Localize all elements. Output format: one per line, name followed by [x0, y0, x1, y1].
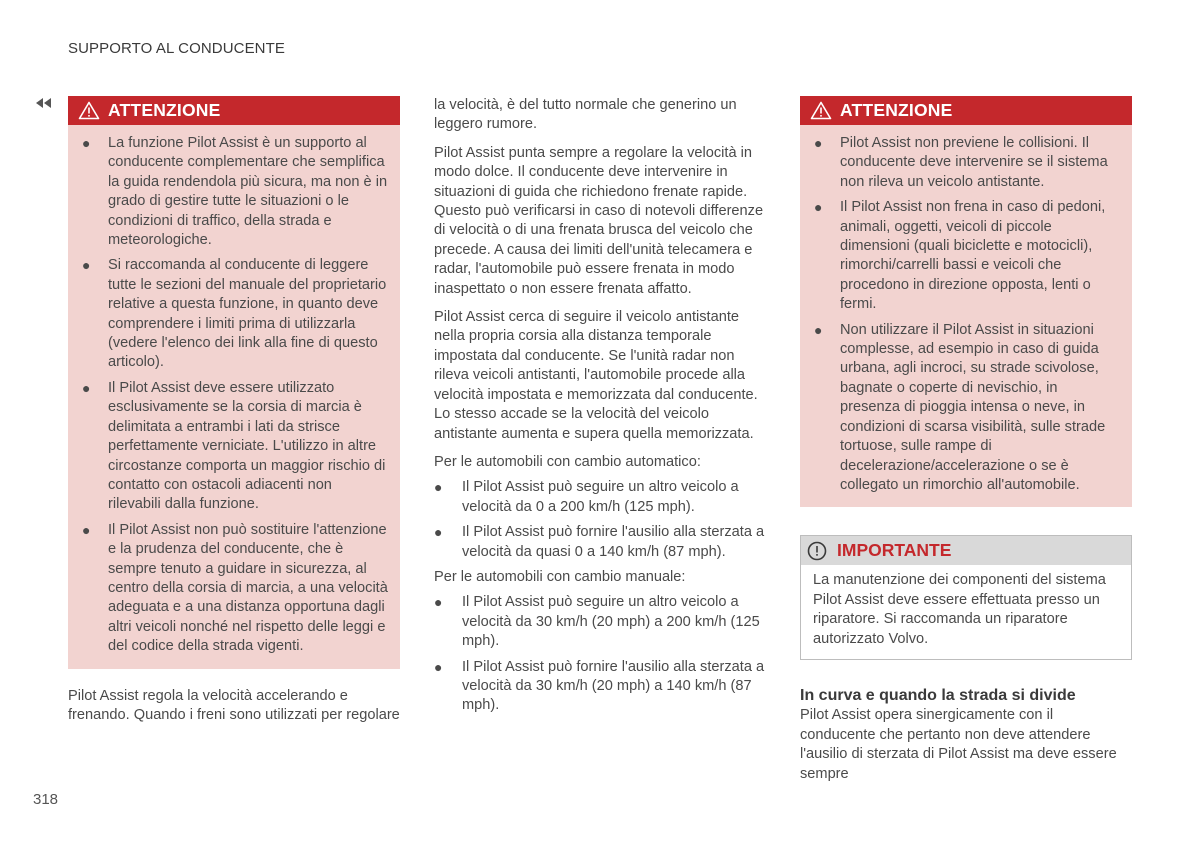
list-item: ● Non utilizzare il Pilot Assist in situazioni complesse, ad esempio in caso di guida urbana, agli incroci, su strade scivolose, bagnate o coperte di nevischio, in presenza di pioggia intensa o neve, in condizioni di scarsa visibilità, sulle strade tortuose, sulle rampe di decelerazione/accelerazione o se è collegato un rimorchio all'automobile. — [814, 321, 1106, 493]
list-item: ● Si raccomanda al conducente di leggere tutte le sezioni del manuale del proprietario relative a questa funzione, in quanto deve comprendere i limiti prima di utilizzarla (vedere l'elenco dei link alla fine di questo articolo). — [82, 257, 387, 371]
warning-list — [68, 125, 400, 657]
list-item: ● Pilot Assist non previene le collisioni. Il conducente deve intervenire se il sistema non rileva un veicolo antistante. — [814, 135, 1108, 190]
page-number: 318 — [33, 791, 59, 808]
list-intro: Per le automobili con cambio automatico: — [434, 453, 701, 470]
warning-title: ATTENZIONE — [108, 99, 221, 120]
body-paragraph: Pilot Assist punta sempre a regolare la velocità in modo dolce. Il conducente deve intervenire in situazioni di guida che richiedono frenate rapide. Questo può verificarsi in caso di notevoli differenze di velocità o di una frenata brusca del veicolo che precede. A causa dei limiti dell'unità telecamera e radar, l'automobile può essere frenata in modo inaspettato o non essere frenata affatto. — [434, 144, 764, 297]
section-title: SUPPORTO AL CONDUCENTE — [68, 40, 285, 57]
bullet-icon: ● — [814, 135, 823, 151]
warning-triangle-icon — [78, 101, 100, 120]
body-paragraph: Pilot Assist opera sinergicamente con il conducente che pertanto non deve attendere l'ausilio di sterzata di Pilot Assist ma deve essere sempre — [800, 707, 1117, 782]
list-item: ● La funzione Pilot Assist è un supporto al conducente complementare che semplifica la guida rendendola più sicura, ma non è in grado di gestire tutte le situazioni o le condizioni di traffico, della strada e meteorologiche. — [82, 135, 388, 249]
body-paragraph: Pilot Assist regola la velocità accelerando e frenando. Quando i freni sono utilizzati per regolare — [68, 687, 400, 723]
exclamation-circle-icon — [807, 541, 827, 561]
body-paragraph: Pilot Assist cerca di seguire il veicolo antistante nella propria corsia alla distanza temporale impostata dal conducente. Se l'unità radar non rileva veicoli antistanti, l'automobile procede alla velocità impostata e memorizzata dal conducente. Lo stesso accade se la velocità del veicolo antistante aumenta e supera quella memorizzata. — [434, 309, 758, 442]
list-item: ● Il Pilot Assist può fornire l'ausilio alla sterzata a velocità da quasi 0 a 140 km/h (87 mph). — [434, 524, 765, 560]
column-3 — [800, 96, 1132, 793]
warning-title: ATTENZIONE — [840, 99, 953, 120]
bullet-icon: ● — [82, 135, 91, 151]
automatic-list — [434, 478, 768, 562]
list-item: ● Il Pilot Assist può seguire un altro veicolo a velocità da 30 km/h (20 mph) a 200 km/h (125 mph). — [434, 594, 760, 650]
list-item: ● Il Pilot Assist non può sostituire l'attenzione e la prudenza del conducente, che è sempre tenuto a guidare in sicurezza, al centro della corsia di marcia, a una velocità adeguata e a una distanza opportuna dagli altri veicoli nonché nel rispetto delle leggi e del codice della strada vigenti. — [82, 521, 388, 655]
list-item: ● Il Pilot Assist non frena in caso di pedoni, animali, oggetti, veicoli di piccole dimensioni (quali biciclette e motocicli), rimorchi/carrelli bassi e veicoli che procedono in direzione opposta, lenti o fermi. — [814, 199, 1106, 313]
important-text: La manutenzione dei componenti del sistema Pilot Assist deve essere effettuata presso un riparatore. Si raccomanda un riparatore autorizzato Volvo. — [813, 572, 1106, 647]
column-2 — [434, 96, 768, 716]
body-paragraph: la velocità, è del tutto normale che generino un leggero rumore. — [434, 97, 737, 133]
bullet-icon: ● — [82, 379, 91, 396]
bullet-icon: ● — [82, 257, 91, 274]
warning-header — [68, 96, 400, 125]
list-item: ● Il Pilot Assist deve essere utilizzato esclusivamente se la corsia di marcia è delimitata a entrambi i lati da strisce perfettamente verniciate. L'utilizzo in altre circostanze comporta un maggior rischio di contatto con ostacoli adiacenti non rilevabili dalla funzione. — [82, 379, 386, 513]
important-box — [800, 535, 1132, 660]
important-header — [801, 536, 1131, 565]
manual-list — [434, 593, 768, 715]
previous-page-icon[interactable] — [34, 96, 54, 110]
bullet-icon: ● — [434, 524, 443, 541]
warning-box — [68, 96, 400, 669]
bullet-icon: ● — [814, 321, 823, 338]
warning-box — [800, 96, 1132, 507]
bullet-icon: ● — [82, 521, 91, 538]
bullet-icon: ● — [814, 199, 823, 216]
list-item: ● Il Pilot Assist può seguire un altro veicolo a velocità da 0 a 200 km/h (125 mph). — [434, 479, 739, 515]
important-title: IMPORTANTE — [837, 540, 952, 561]
bullet-icon: ● — [434, 658, 443, 675]
list-item: ● Il Pilot Assist può fornire l'ausilio alla sterzata a velocità da 30 km/h (20 mph) a 140 km/h (87 mph). — [434, 658, 765, 714]
bullet-icon: ● — [434, 479, 443, 496]
warning-list — [800, 125, 1132, 495]
list-intro: Per le automobili con cambio manuale: — [434, 568, 686, 585]
warning-triangle-icon — [810, 101, 832, 120]
subheading: In curva e quando la strada si divide — [800, 686, 1076, 704]
bullet-icon: ● — [434, 594, 443, 611]
column-1 — [68, 96, 400, 734]
warning-header — [800, 96, 1132, 125]
